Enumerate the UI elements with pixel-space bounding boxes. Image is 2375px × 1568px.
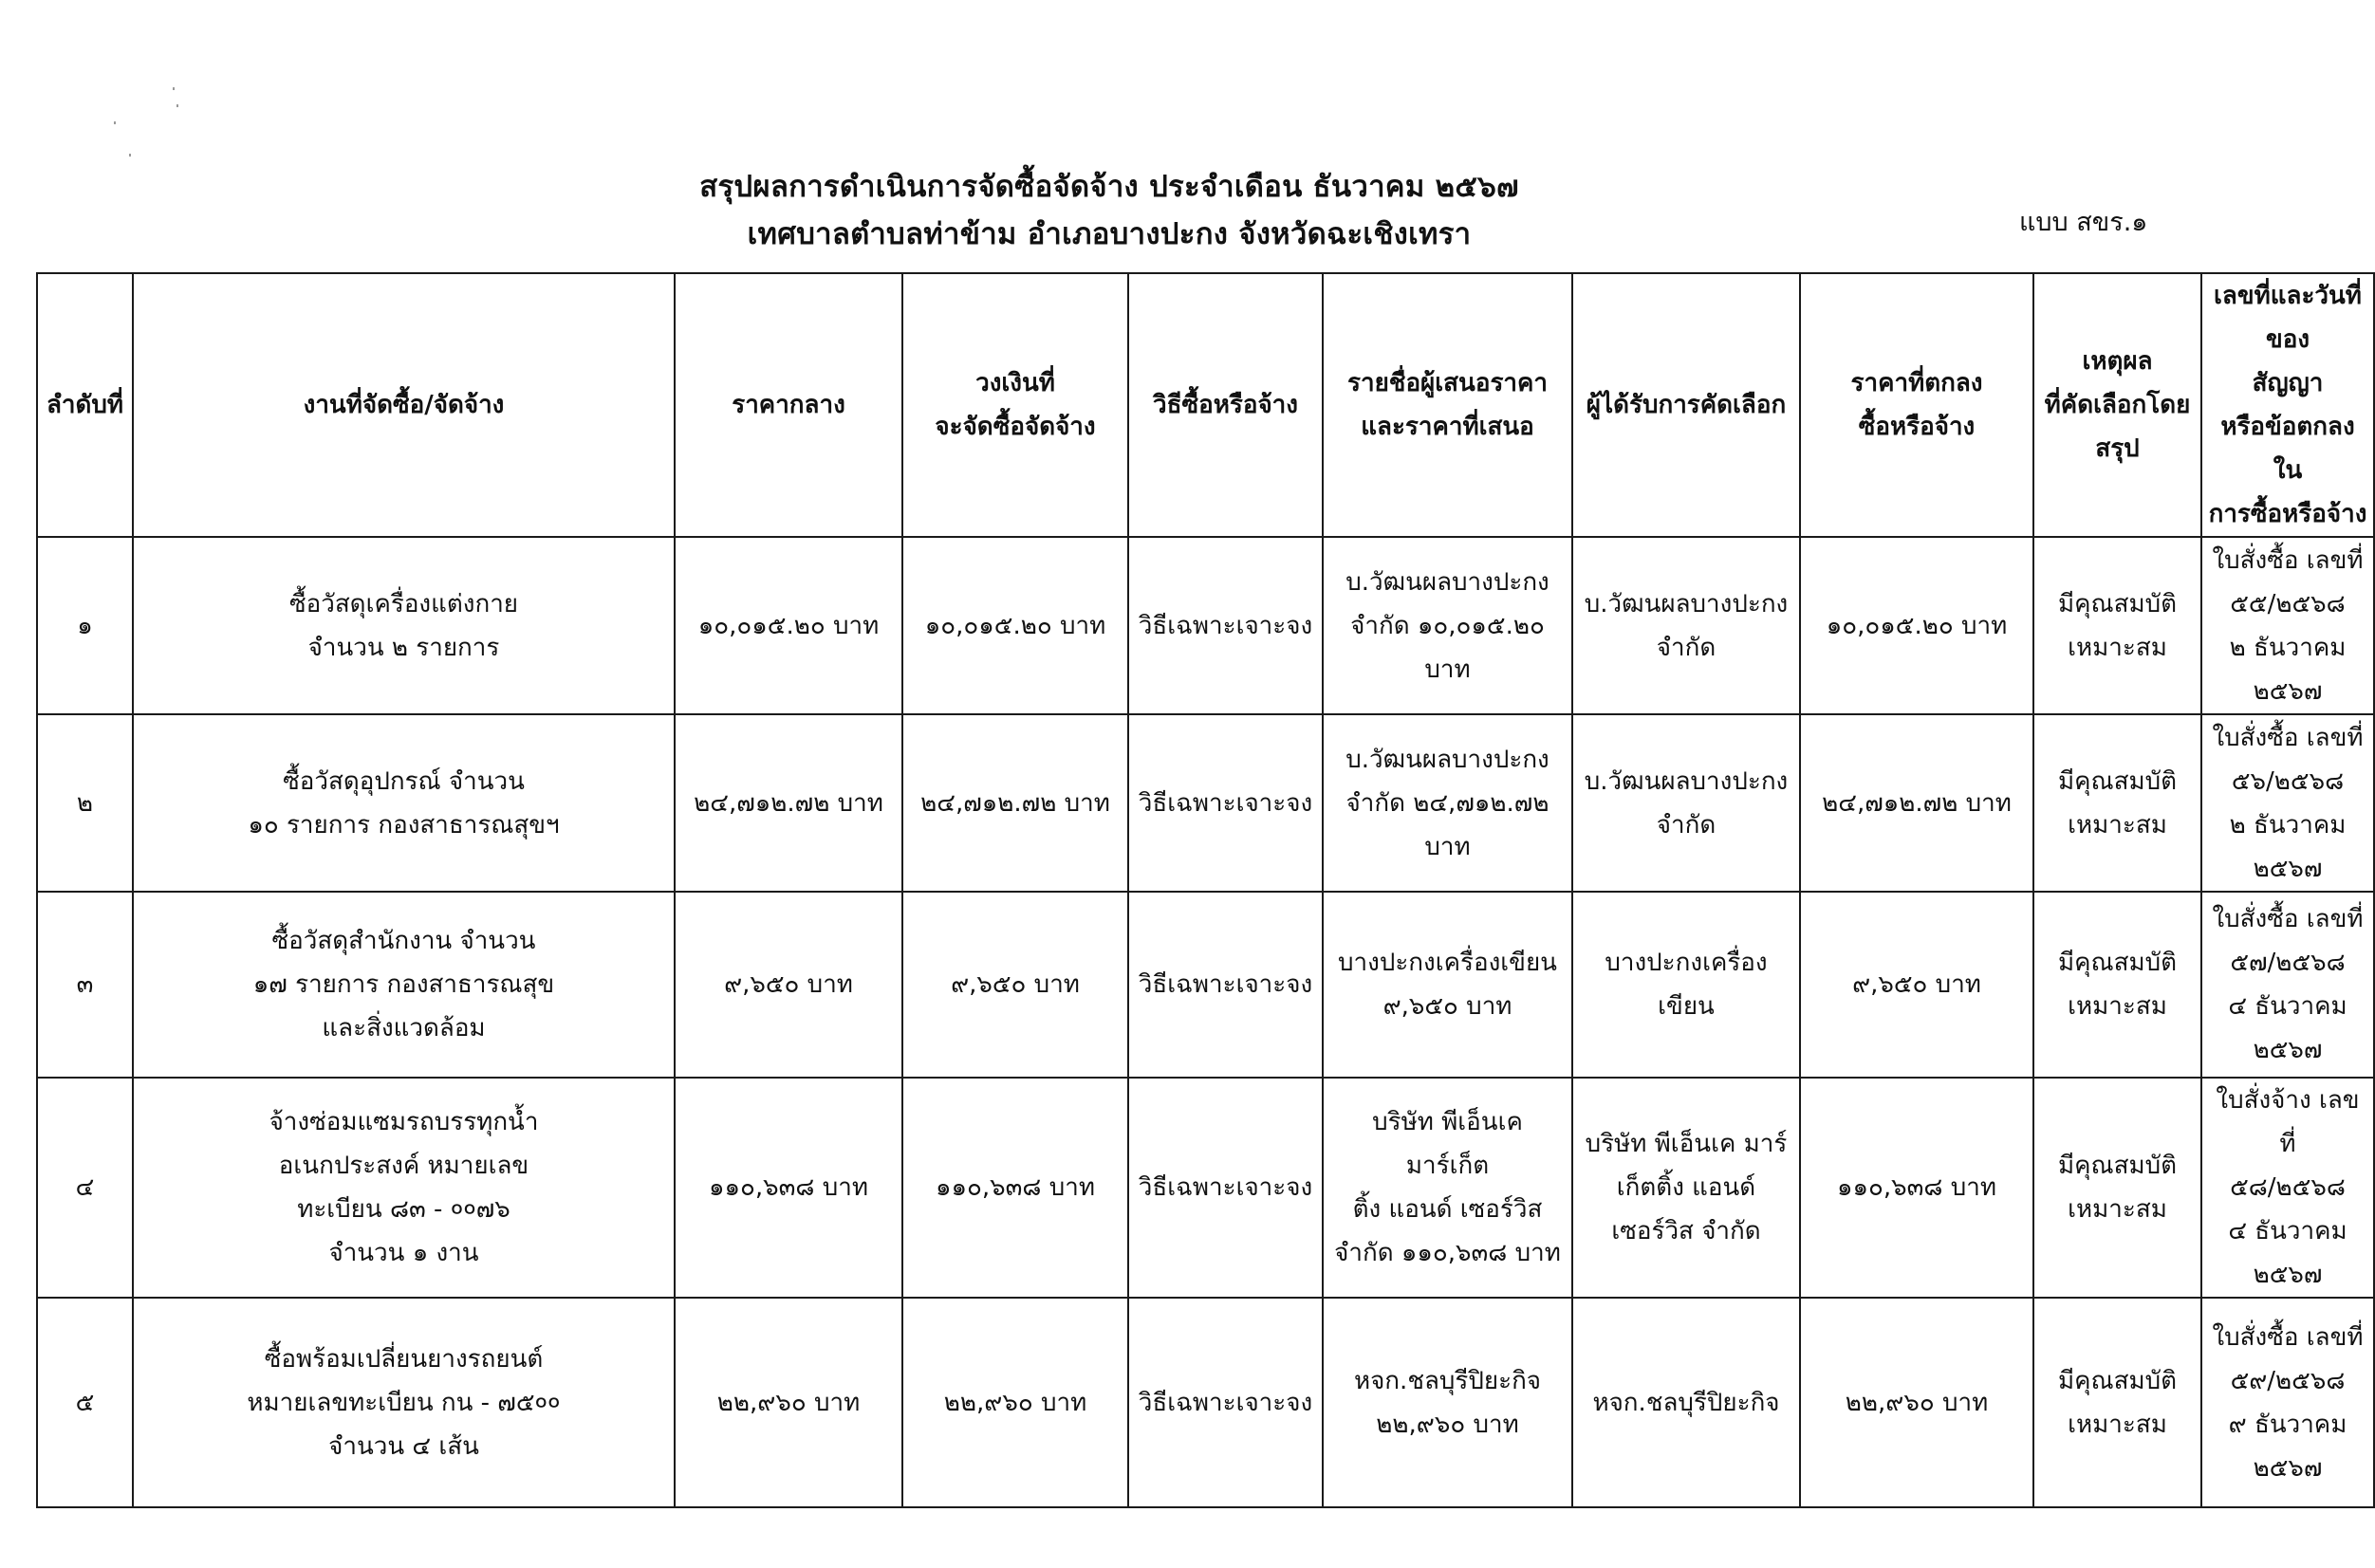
bidders: บริษัท พีเอ็นเค มาร์เก็ต ติ้ง แอนด์ เซอร์วิส จำกัด ๑๑๐,๖๓๘ บาท [1323,1078,1572,1298]
scan-speck [173,87,175,90]
procurement-item: ซื้อพร้อมเปลี่ยนยางรถยนต์ หมายเลขทะเบียน กน - ๗๕०० จำนวน ๔ เส้น [133,1298,675,1507]
procurement-method: วิธีเฉพาะเจาะจง [1128,537,1323,714]
selection-reason: มีคุณสมบัติ เหมาะสม [2033,1298,2201,1507]
procurement-method: วิธีเฉพาะเจาะจง [1128,1298,1323,1507]
table-row [37,537,2374,714]
selected-vendor: บ.วัฒนผลบางปะกง จำกัด [1572,714,1800,892]
contract-reference: ใบสั่งซื้อ เลขที่ ๕๙/๒๕๖๘ ๙ ธันวาคม ๒๕๖๗ [2201,1298,2374,1507]
table-row [37,892,2374,1078]
column-header: วิธีซื้อหรือจ้าง [1128,273,1323,537]
contract-reference: ใบสั่งซื้อ เลขที่ ๕๕/๒๕๖๘ ๒ ธันวาคม ๒๕๖๗ [2201,537,2374,714]
selected-vendor: บ.วัฒนผลบางปะกง จำกัด [1572,537,1800,714]
column-header: ราคากลาง [675,273,902,537]
procurement-item: ซื้อวัสดุเครื่องแต่งกาย จำนวน ๒ รายการ [133,537,675,714]
selection-reason: มีคุณสมบัติ เหมาะสม [2033,714,2201,892]
row-number: ๒ [37,714,133,892]
row-number: ๑ [37,537,133,714]
form-code: แบบ สขร.๑ [2019,208,2148,237]
selection-reason: มีคุณสมบัติ เหมาะสม [2033,537,2201,714]
median-price: ๒๔,๗๑๒.๗๒ บาท [675,714,902,892]
table-row [37,714,2374,892]
procurement-table [36,272,2375,1508]
selected-vendor: บางปะกงเครื่องเขียน [1572,892,1800,1078]
agreed-price: ๒๔,๗๑๒.๗๒ บาท [1800,714,2033,892]
median-price: ๑๐,๐๑๕.๒๐ บาท [675,537,902,714]
selection-reason: มีคุณสมบัติ เหมาะสม [2033,892,2201,1078]
budget: ๑๐,๐๑๕.๒๐ บาท [902,537,1128,714]
contract-reference: ใบสั่งซื้อ เลขที่ ๕๖/๒๕๖๘ ๒ ธันวาคม ๒๕๖๗ [2201,714,2374,892]
scan-speck [129,154,131,157]
procurement-item: ซื้อวัสดุสำนักงาน จำนวน ๑๗ รายการ กองสาธารณสุข และสิ่งแวดล้อม [133,892,675,1078]
column-header: ผู้ได้รับการคัดเลือก [1572,273,1800,537]
contract-reference: ใบสั่งจ้าง เลขที่ ๕๘/๒๕๖๘ ๔ ธันวาคม ๒๕๖๗ [2201,1078,2374,1298]
row-number: ๕ [37,1298,133,1507]
column-header: ลำดับที่ [37,273,133,537]
budget: ๒๔,๗๑๒.๗๒ บาท [902,714,1128,892]
procurement-method: วิธีเฉพาะเจาะจง [1128,892,1323,1078]
agreed-price: ๙,๖๕๐ บาท [1800,892,2033,1078]
budget: ๑๑๐,๖๓๘ บาท [902,1078,1128,1298]
selected-vendor: หจก.ชลบุรีปิยะกิจ [1572,1298,1800,1507]
column-header: งานที่จัดซื้อ/จัดจ้าง [133,273,675,537]
row-number: ๔ [37,1078,133,1298]
table-row [37,1078,2374,1298]
bidders: บ.วัฒนผลบางปะกง จำกัด ๑๐,๐๑๕.๒๐ บาท [1323,537,1572,714]
bidders: บางปะกงเครื่องเขียน ๙,๖๕๐ บาท [1323,892,1572,1078]
contract-reference: ใบสั่งซื้อ เลขที่ ๕๗/๒๕๖๘ ๔ ธันวาคม ๒๕๖๗ [2201,892,2374,1078]
bidders: บ.วัฒนผลบางปะกง จำกัด ๒๔,๗๑๒.๗๒ บาท [1323,714,1572,892]
scan-speck [114,121,116,124]
column-header: วงเงินที่ จะจัดซื้อจัดจ้าง [902,273,1128,537]
procurement-method: วิธีเฉพาะเจาะจง [1128,1078,1323,1298]
title-line-1: สรุปผลการดำเนินการจัดซื้อจัดจ้าง ประจำเดือน ธันวาคม ๒๕๖๗ [699,170,1519,204]
budget: ๙,๖๕๐ บาท [902,892,1128,1078]
budget: ๒๒,๙๖๐ บาท [902,1298,1128,1507]
selected-vendor: บริษัท พีเอ็นเค มาร์ เก็ตติ้ง แอนด์ เซอร์วิส จำกัด [1572,1078,1800,1298]
row-number: ๓ [37,892,133,1078]
median-price: ๑๑๐,๖๓๘ บาท [675,1078,902,1298]
scan-speck [176,104,178,107]
selection-reason: มีคุณสมบัติ เหมาะสม [2033,1078,2201,1298]
agreed-price: ๒๒,๙๖๐ บาท [1800,1298,2033,1507]
median-price: ๒๒,๙๖๐ บาท [675,1298,902,1507]
table-row [37,1298,2374,1507]
title-line-2: เทศบาลตำบลท่าข้าม อำเภอบางปะกง จังหวัดฉะเชิงเทรา [747,217,1472,251]
document-title [0,163,2218,258]
agreed-price: ๑๐,๐๑๕.๒๐ บาท [1800,537,2033,714]
table-header-row [37,273,2374,537]
bidders: หจก.ชลบุรีปิยะกิจ ๒๒,๙๖๐ บาท [1323,1298,1572,1507]
procurement-method: วิธีเฉพาะเจาะจง [1128,714,1323,892]
procurement-item: ซื้อวัสดุอุปกรณ์ จำนวน ๑๐ รายการ กองสาธารณสุขฯ [133,714,675,892]
column-header: เลขที่และวันที่ของ สัญญา หรือข้อตกลงใน การซื้อหรือจ้าง [2201,273,2374,537]
procurement-item: จ้างซ่อมแซมรถบรรทุกน้ำ อเนกประสงค์ หมายเลข ทะเบียน ๘๓ - ००๗๖ จำนวน ๑ งาน [133,1078,675,1298]
column-header: เหตุผล ที่คัดเลือกโดย สรุป [2033,273,2201,537]
median-price: ๙,๖๕๐ บาท [675,892,902,1078]
column-header: ราคาที่ตกลง ซื้อหรือจ้าง [1800,273,2033,537]
agreed-price: ๑๑๐,๖๓๘ บาท [1800,1078,2033,1298]
column-header: รายชื่อผู้เสนอราคา และราคาที่เสนอ [1323,273,1572,537]
